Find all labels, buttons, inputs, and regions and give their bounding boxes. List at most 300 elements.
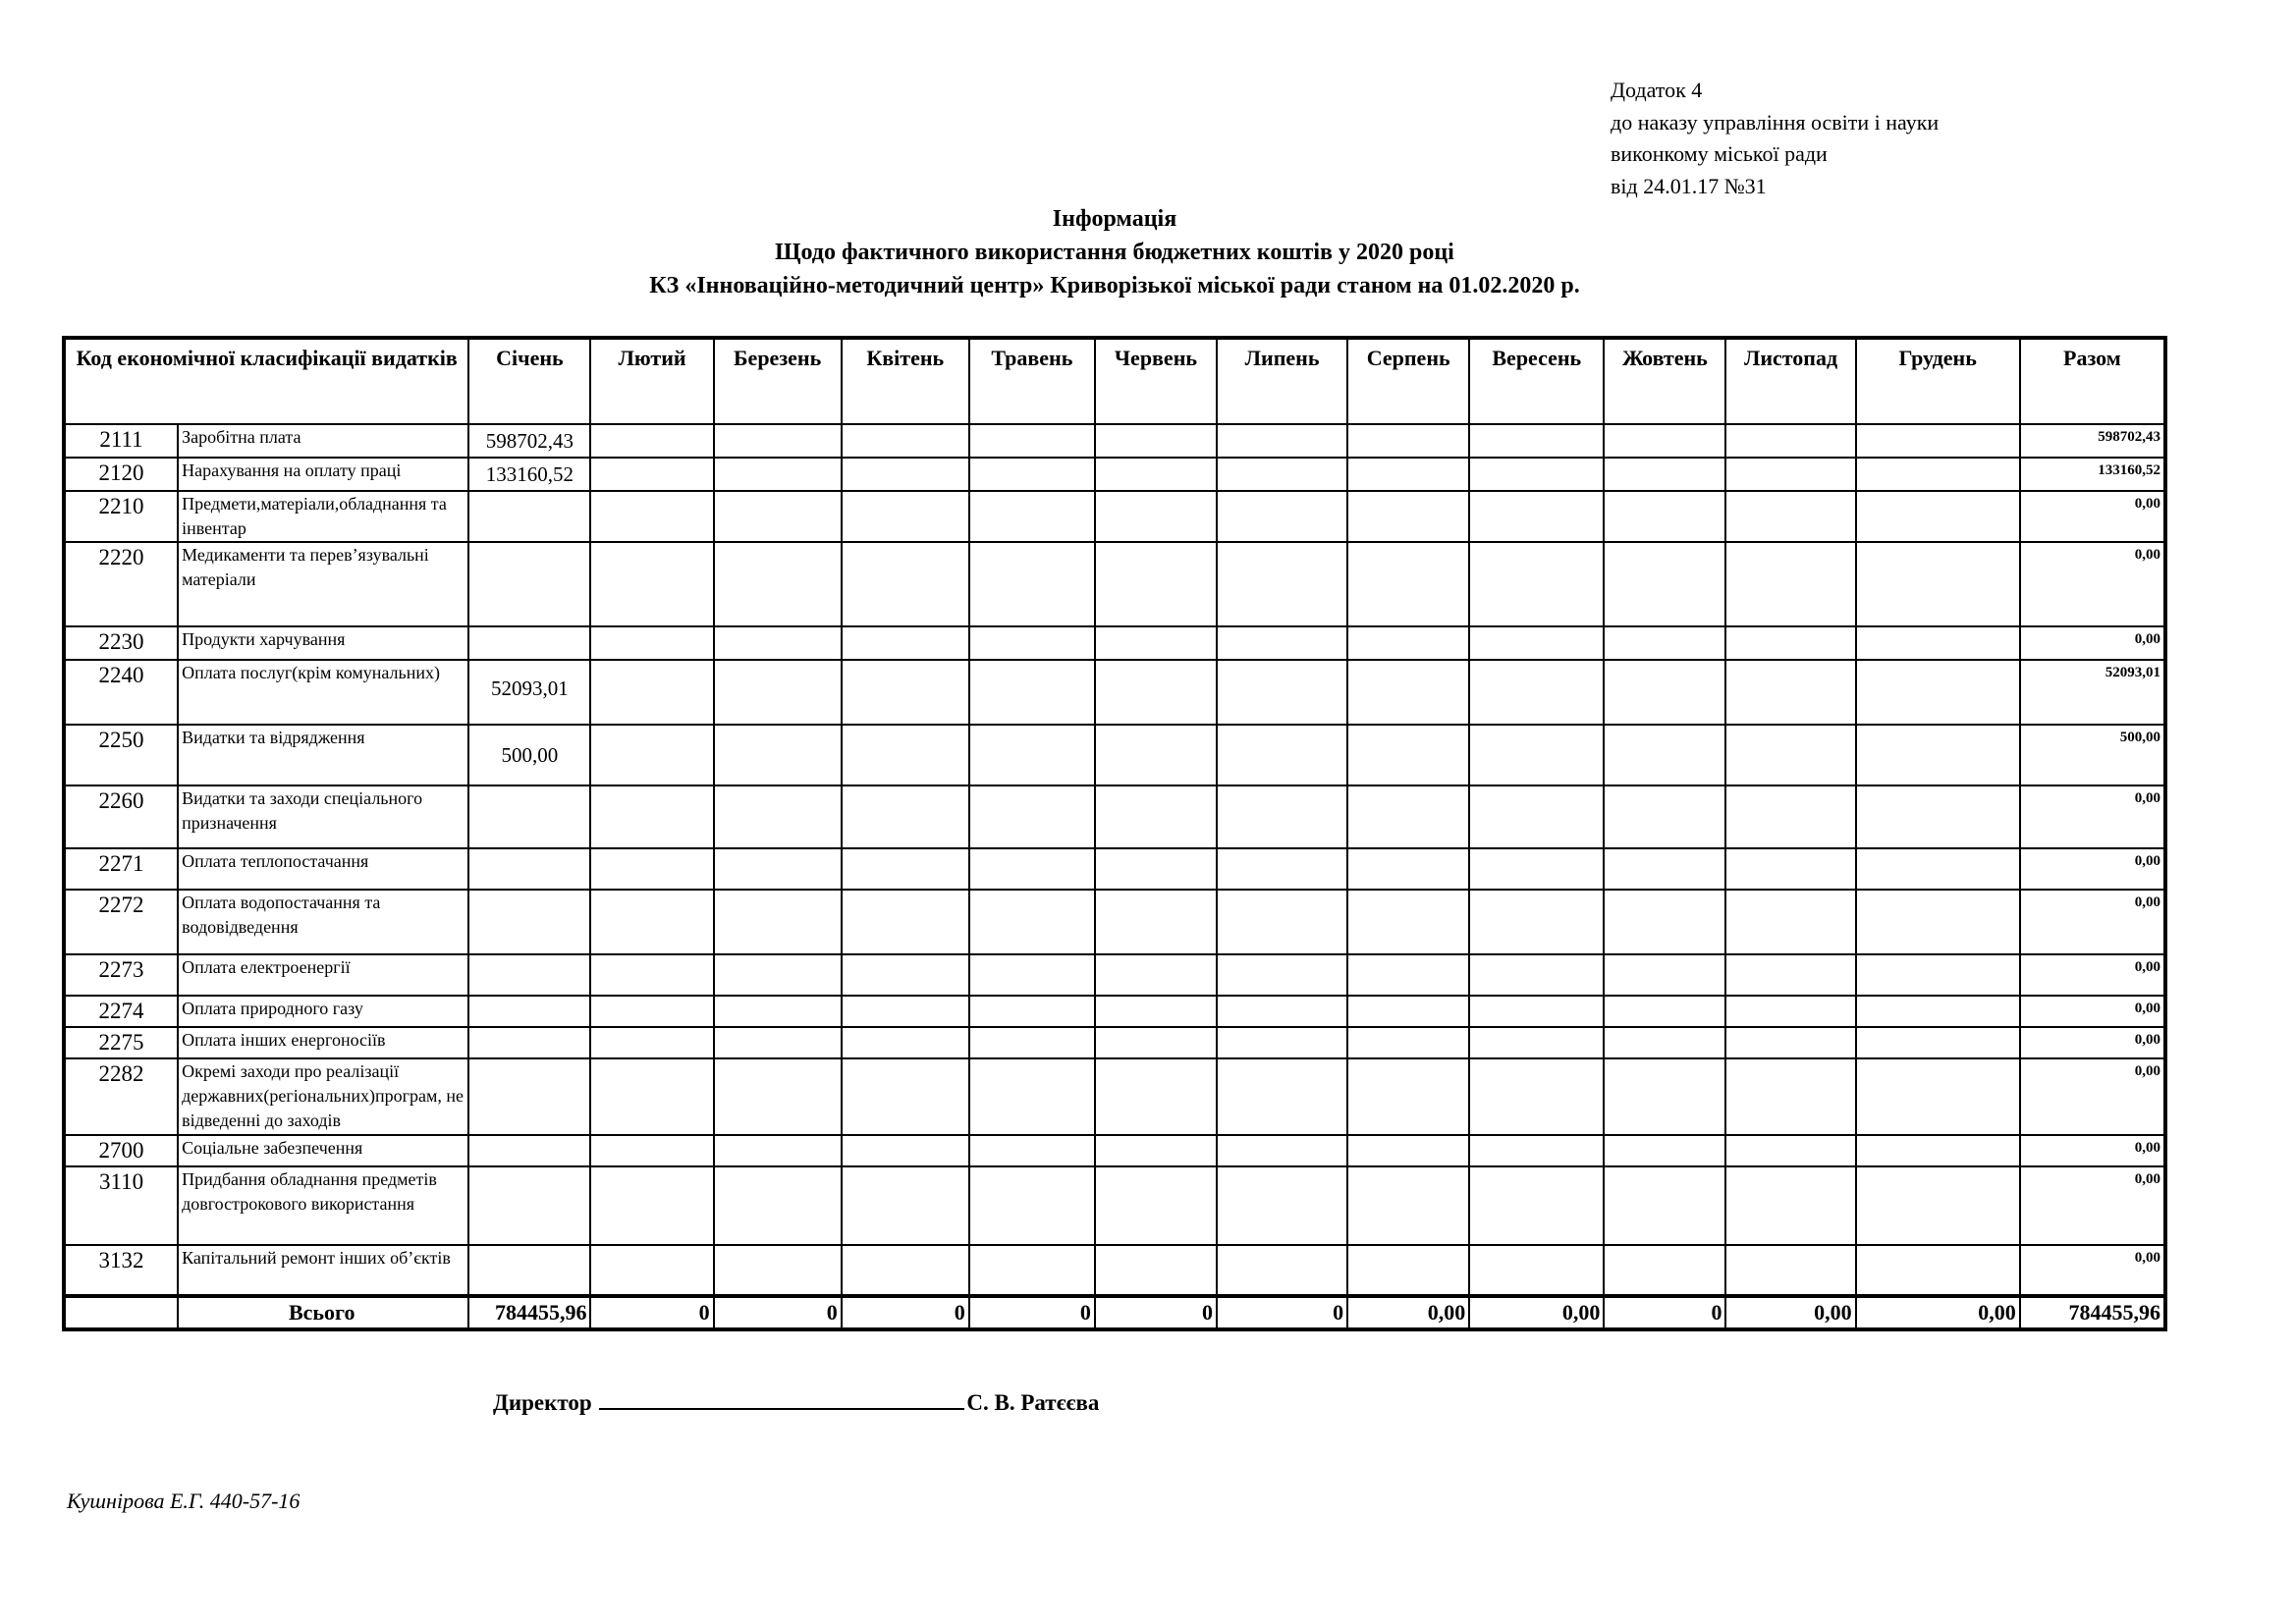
month-cell bbox=[1347, 542, 1469, 626]
month-cell bbox=[842, 1135, 969, 1166]
appendix-line: виконкому міської ради bbox=[1611, 141, 1828, 166]
month-cell bbox=[1604, 1135, 1725, 1166]
appendix-line: Додаток 4 bbox=[1611, 78, 1703, 102]
month-cell bbox=[1217, 996, 1347, 1027]
row-name: Оплата теплопостачання bbox=[178, 848, 468, 890]
row-code: 2271 bbox=[64, 848, 178, 890]
month-cell bbox=[1347, 1245, 1469, 1296]
month-cell bbox=[842, 1058, 969, 1135]
january-value bbox=[469, 786, 589, 790]
january-value bbox=[469, 849, 589, 853]
month-cell bbox=[1604, 890, 1725, 954]
row-january bbox=[468, 785, 590, 848]
title-line: Інформація bbox=[1052, 206, 1177, 232]
title-line: КЗ «Інноваційно-методичний центр» Криворізької міської ради станом на 01.02.2020 р. bbox=[649, 273, 1580, 298]
month-cell bbox=[1856, 458, 2020, 491]
sum-cell: 0 bbox=[1217, 1296, 1347, 1329]
month-cell bbox=[714, 1166, 842, 1245]
row-total: 0,00 bbox=[2020, 890, 2165, 954]
sum-cell: 0,00 bbox=[1469, 1296, 1604, 1329]
row-january bbox=[468, 725, 590, 785]
month-cell bbox=[969, 954, 1095, 996]
month-cell bbox=[1604, 626, 1725, 660]
january-value bbox=[469, 1136, 589, 1140]
month-cell bbox=[1095, 1027, 1217, 1058]
month-cell bbox=[590, 458, 713, 491]
month-cell bbox=[590, 785, 713, 848]
row-code: 3110 bbox=[64, 1166, 178, 1245]
table-header bbox=[64, 338, 2165, 424]
table-row bbox=[64, 1135, 2165, 1166]
month-cell bbox=[969, 424, 1095, 458]
table-row bbox=[64, 660, 2165, 725]
title-line: Щодо фактичного використання бюджетних коштів у 2020 році bbox=[775, 240, 1454, 265]
sum-cell: 0 bbox=[969, 1296, 1095, 1329]
month-cell bbox=[969, 996, 1095, 1027]
row-name: Придбання обладнання предметів довгострокового використання bbox=[178, 1166, 468, 1245]
month-cell bbox=[1347, 458, 1469, 491]
header-month: Січень bbox=[468, 338, 590, 424]
month-cell bbox=[1604, 1027, 1725, 1058]
month-cell bbox=[1347, 626, 1469, 660]
header-total: Разом bbox=[2020, 338, 2165, 424]
month-cell bbox=[590, 1135, 713, 1166]
january-value bbox=[469, 627, 589, 631]
table-row bbox=[64, 491, 2165, 542]
executor-contact: Кушнірова Е.Г. 440-57-16 bbox=[67, 1489, 301, 1513]
january-value: 133160,52 bbox=[485, 462, 574, 486]
month-cell bbox=[969, 1058, 1095, 1135]
month-cell bbox=[1725, 996, 1855, 1027]
january-value bbox=[469, 1246, 589, 1250]
row-total: 52093,01 bbox=[2020, 660, 2165, 725]
month-cell bbox=[590, 848, 713, 890]
month-cell bbox=[842, 491, 969, 542]
month-cell bbox=[590, 1245, 713, 1296]
month-cell bbox=[1347, 1166, 1469, 1245]
month-cell bbox=[1604, 996, 1725, 1027]
month-cell bbox=[969, 458, 1095, 491]
row-total: 0,00 bbox=[2020, 1058, 2165, 1135]
month-cell bbox=[590, 1027, 713, 1058]
month-cell bbox=[1217, 424, 1347, 458]
month-cell bbox=[1856, 785, 2020, 848]
month-cell bbox=[1725, 458, 1855, 491]
month-cell bbox=[590, 660, 713, 725]
month-cell bbox=[969, 626, 1095, 660]
month-cell bbox=[1469, 542, 1604, 626]
row-january bbox=[468, 1166, 590, 1245]
month-cell bbox=[714, 1135, 842, 1166]
row-name: Окремі заходи про реалізації державних(регіональних)програм, не відведенні до заходів bbox=[178, 1058, 468, 1135]
month-cell bbox=[1604, 954, 1725, 996]
month-cell bbox=[1469, 491, 1604, 542]
month-cell bbox=[1469, 785, 1604, 848]
header-code: Код економічної класифікації видатків bbox=[64, 338, 468, 424]
month-cell bbox=[1469, 890, 1604, 954]
row-code: 2282 bbox=[64, 1058, 178, 1135]
month-cell bbox=[1217, 626, 1347, 660]
month-cell bbox=[714, 626, 842, 660]
month-cell bbox=[969, 848, 1095, 890]
month-cell bbox=[590, 491, 713, 542]
month-cell bbox=[1217, 542, 1347, 626]
month-cell bbox=[1604, 785, 1725, 848]
row-january bbox=[468, 996, 590, 1027]
sum-cell: 784455,96 bbox=[468, 1296, 590, 1329]
month-cell bbox=[842, 542, 969, 626]
row-january bbox=[468, 458, 590, 491]
row-name: Оплата послуг(крім комунальних) bbox=[178, 660, 468, 725]
header-month: Грудень bbox=[1856, 338, 2020, 424]
month-cell bbox=[1095, 890, 1217, 954]
month-cell bbox=[714, 954, 842, 996]
month-cell bbox=[1217, 890, 1347, 954]
month-cell bbox=[969, 542, 1095, 626]
table-footer bbox=[64, 1296, 2165, 1329]
row-total: 0,00 bbox=[2020, 848, 2165, 890]
month-cell bbox=[1604, 542, 1725, 626]
month-cell bbox=[1725, 491, 1855, 542]
row-name: Оплата електроенергії bbox=[178, 954, 468, 996]
january-value bbox=[469, 955, 589, 959]
month-cell bbox=[1604, 848, 1725, 890]
month-cell bbox=[1347, 848, 1469, 890]
month-cell bbox=[1469, 1027, 1604, 1058]
sum-cell: 0 bbox=[590, 1296, 713, 1329]
table-row bbox=[64, 1245, 2165, 1296]
month-cell bbox=[1217, 848, 1347, 890]
row-code: 2273 bbox=[64, 954, 178, 996]
month-cell bbox=[1469, 1166, 1604, 1245]
appendix-line: до наказу управління освіти і науки bbox=[1611, 109, 1940, 135]
month-cell bbox=[1604, 1058, 1725, 1135]
row-name: Капітальний ремонт інших об’єктів bbox=[178, 1245, 468, 1296]
month-cell bbox=[1347, 725, 1469, 785]
month-cell bbox=[1725, 785, 1855, 848]
month-cell bbox=[1604, 424, 1725, 458]
month-cell bbox=[1856, 1245, 2020, 1296]
month-cell bbox=[842, 785, 969, 848]
month-cell bbox=[1217, 491, 1347, 542]
month-cell bbox=[1725, 1245, 1855, 1296]
table-row bbox=[64, 1166, 2165, 1245]
month-cell bbox=[842, 890, 969, 954]
row-name: Нарахування на оплату праці bbox=[178, 458, 468, 491]
month-cell bbox=[590, 542, 713, 626]
month-cell bbox=[1217, 1135, 1347, 1166]
sum-cell: 0,00 bbox=[1347, 1296, 1469, 1329]
month-cell bbox=[590, 626, 713, 660]
month-cell bbox=[714, 542, 842, 626]
row-january bbox=[468, 1135, 590, 1166]
january-value: 52093,01 bbox=[491, 677, 569, 700]
month-cell bbox=[1604, 1166, 1725, 1245]
month-cell bbox=[1856, 996, 2020, 1027]
month-cell bbox=[1095, 542, 1217, 626]
month-cell bbox=[1347, 424, 1469, 458]
month-cell bbox=[969, 660, 1095, 725]
month-cell bbox=[1095, 1135, 1217, 1166]
row-january bbox=[468, 848, 590, 890]
sum-total: 784455,96 bbox=[2020, 1296, 2165, 1329]
month-cell bbox=[590, 1058, 713, 1135]
month-cell bbox=[842, 424, 969, 458]
month-cell bbox=[842, 1245, 969, 1296]
month-cell bbox=[1856, 424, 2020, 458]
month-cell bbox=[842, 626, 969, 660]
month-cell bbox=[1469, 626, 1604, 660]
budget-table bbox=[62, 336, 2167, 1331]
row-code: 2274 bbox=[64, 996, 178, 1027]
month-cell bbox=[714, 785, 842, 848]
month-cell bbox=[714, 491, 842, 542]
month-cell bbox=[1095, 954, 1217, 996]
appendix-note bbox=[1611, 75, 1939, 202]
table-row bbox=[64, 954, 2165, 996]
table-row bbox=[64, 1027, 2165, 1058]
month-cell bbox=[1095, 458, 1217, 491]
sum-row bbox=[64, 1296, 2165, 1329]
row-name: Медикаменти та перев’язувальні матеріали bbox=[178, 542, 468, 626]
month-cell bbox=[1469, 424, 1604, 458]
signature-role: Директор bbox=[493, 1390, 592, 1415]
month-cell bbox=[1469, 954, 1604, 996]
row-total: 0,00 bbox=[2020, 1166, 2165, 1245]
month-cell bbox=[1469, 725, 1604, 785]
row-total: 500,00 bbox=[2020, 725, 2165, 785]
row-code: 3132 bbox=[64, 1245, 178, 1296]
row-code: 2220 bbox=[64, 542, 178, 626]
row-code: 2260 bbox=[64, 785, 178, 848]
row-code: 2250 bbox=[64, 725, 178, 785]
month-cell bbox=[1217, 660, 1347, 725]
month-cell bbox=[1725, 660, 1855, 725]
month-cell bbox=[1856, 890, 2020, 954]
row-total: 133160,52 bbox=[2020, 458, 2165, 491]
month-cell bbox=[842, 725, 969, 785]
january-value: 598702,43 bbox=[485, 429, 574, 453]
table-row bbox=[64, 626, 2165, 660]
month-cell bbox=[1217, 725, 1347, 785]
month-cell bbox=[1095, 725, 1217, 785]
month-cell bbox=[714, 424, 842, 458]
row-name: Видатки та заходи спеціального призначення bbox=[178, 785, 468, 848]
table-body bbox=[64, 424, 2165, 1296]
month-cell bbox=[1347, 890, 1469, 954]
month-cell bbox=[714, 725, 842, 785]
header-month: Травень bbox=[969, 338, 1095, 424]
month-cell bbox=[1725, 1166, 1855, 1245]
signature-block bbox=[493, 1390, 1099, 1416]
month-cell bbox=[1347, 996, 1469, 1027]
month-cell bbox=[1217, 458, 1347, 491]
month-cell bbox=[1095, 1058, 1217, 1135]
month-cell bbox=[1095, 848, 1217, 890]
january-value bbox=[469, 543, 589, 547]
month-cell bbox=[714, 848, 842, 890]
sum-cell: 0 bbox=[842, 1296, 969, 1329]
sum-label: Всього bbox=[178, 1296, 468, 1329]
appendix-line: від 24.01.17 №31 bbox=[1611, 173, 1767, 198]
month-cell bbox=[1095, 491, 1217, 542]
month-cell bbox=[1725, 890, 1855, 954]
month-cell bbox=[1856, 660, 2020, 725]
january-value bbox=[469, 1059, 589, 1063]
month-cell bbox=[1095, 1166, 1217, 1245]
month-cell bbox=[590, 1166, 713, 1245]
month-cell bbox=[714, 1245, 842, 1296]
january-value bbox=[469, 997, 589, 1001]
month-cell bbox=[1347, 660, 1469, 725]
row-code: 2210 bbox=[64, 491, 178, 542]
row-total: 0,00 bbox=[2020, 996, 2165, 1027]
month-cell bbox=[590, 954, 713, 996]
month-cell bbox=[842, 1027, 969, 1058]
header-row bbox=[64, 338, 2165, 424]
month-cell bbox=[1095, 785, 1217, 848]
month-cell bbox=[1217, 1166, 1347, 1245]
month-cell bbox=[1856, 491, 2020, 542]
row-january bbox=[468, 660, 590, 725]
month-cell bbox=[1725, 1135, 1855, 1166]
month-cell bbox=[1469, 1058, 1604, 1135]
january-value bbox=[469, 1167, 589, 1171]
month-cell bbox=[1095, 626, 1217, 660]
month-cell bbox=[1856, 542, 2020, 626]
row-total: 0,00 bbox=[2020, 1027, 2165, 1058]
month-cell bbox=[842, 954, 969, 996]
table-row bbox=[64, 542, 2165, 626]
row-code: 2230 bbox=[64, 626, 178, 660]
month-cell bbox=[590, 996, 713, 1027]
month-cell bbox=[969, 725, 1095, 785]
row-code: 2120 bbox=[64, 458, 178, 491]
month-cell bbox=[842, 1166, 969, 1245]
row-january bbox=[468, 424, 590, 458]
month-cell bbox=[714, 458, 842, 491]
table-row bbox=[64, 458, 2165, 491]
month-cell bbox=[1217, 1245, 1347, 1296]
month-cell bbox=[1856, 1166, 2020, 1245]
month-cell bbox=[1856, 626, 2020, 660]
month-cell bbox=[1725, 1058, 1855, 1135]
month-cell bbox=[1856, 725, 2020, 785]
row-total: 0,00 bbox=[2020, 1245, 2165, 1296]
month-cell bbox=[1347, 491, 1469, 542]
row-name: Предмети,матеріали,обладнання та інвентар bbox=[178, 491, 468, 542]
row-name: Продукти харчування bbox=[178, 626, 468, 660]
month-cell bbox=[1856, 1058, 2020, 1135]
month-cell bbox=[1095, 996, 1217, 1027]
month-cell bbox=[1469, 458, 1604, 491]
table-row bbox=[64, 424, 2165, 458]
header-month: Листопад bbox=[1725, 338, 1855, 424]
month-cell bbox=[1725, 848, 1855, 890]
row-total: 0,00 bbox=[2020, 1135, 2165, 1166]
month-cell bbox=[714, 660, 842, 725]
row-name: Заробітна плата bbox=[178, 424, 468, 458]
row-total: 598702,43 bbox=[2020, 424, 2165, 458]
month-cell bbox=[1725, 1027, 1855, 1058]
row-name: Оплата природного газу bbox=[178, 996, 468, 1027]
month-cell bbox=[1347, 1135, 1469, 1166]
month-cell bbox=[1725, 954, 1855, 996]
month-cell bbox=[714, 1058, 842, 1135]
month-cell bbox=[842, 848, 969, 890]
month-cell bbox=[1604, 660, 1725, 725]
month-cell bbox=[1347, 1027, 1469, 1058]
document-title bbox=[0, 202, 2229, 302]
header-month: Вересень bbox=[1469, 338, 1604, 424]
month-cell bbox=[1217, 785, 1347, 848]
month-cell bbox=[590, 725, 713, 785]
month-cell bbox=[1095, 424, 1217, 458]
january-value bbox=[469, 891, 589, 894]
row-name: Соціальне забезпечення bbox=[178, 1135, 468, 1166]
sum-cell: 0 bbox=[1095, 1296, 1217, 1329]
month-cell bbox=[842, 458, 969, 491]
row-january bbox=[468, 954, 590, 996]
table-row bbox=[64, 848, 2165, 890]
month-cell bbox=[1856, 954, 2020, 996]
month-cell bbox=[1469, 996, 1604, 1027]
row-total: 0,00 bbox=[2020, 626, 2165, 660]
month-cell bbox=[1347, 1058, 1469, 1135]
row-january bbox=[468, 1027, 590, 1058]
header-month: Березень bbox=[714, 338, 842, 424]
january-value bbox=[469, 492, 589, 496]
signature-line bbox=[599, 1390, 964, 1410]
month-cell bbox=[1217, 1027, 1347, 1058]
month-cell bbox=[1604, 458, 1725, 491]
month-cell bbox=[842, 660, 969, 725]
month-cell bbox=[590, 890, 713, 954]
table-row bbox=[64, 725, 2165, 785]
table-row bbox=[64, 890, 2165, 954]
month-cell bbox=[1469, 660, 1604, 725]
header-month: Лютий bbox=[590, 338, 713, 424]
month-cell bbox=[1856, 1027, 2020, 1058]
row-january bbox=[468, 542, 590, 626]
month-cell bbox=[1604, 1245, 1725, 1296]
row-name: Видатки та відрядження bbox=[178, 725, 468, 785]
header-month: Жовтень bbox=[1604, 338, 1725, 424]
month-cell bbox=[1469, 1135, 1604, 1166]
month-cell bbox=[714, 1027, 842, 1058]
january-value: 500,00 bbox=[501, 743, 559, 767]
month-cell bbox=[1217, 954, 1347, 996]
month-cell bbox=[1725, 725, 1855, 785]
month-cell bbox=[969, 491, 1095, 542]
sum-empty-cell bbox=[64, 1296, 178, 1329]
month-cell bbox=[969, 890, 1095, 954]
row-code: 2272 bbox=[64, 890, 178, 954]
sum-cell: 0 bbox=[714, 1296, 842, 1329]
header-month: Серпень bbox=[1347, 338, 1469, 424]
signature-name: С. В. Ратєєва bbox=[966, 1390, 1100, 1415]
month-cell bbox=[1469, 1245, 1604, 1296]
sum-cell: 0 bbox=[1604, 1296, 1725, 1329]
row-total: 0,00 bbox=[2020, 542, 2165, 626]
row-january bbox=[468, 1245, 590, 1296]
month-cell bbox=[590, 424, 713, 458]
month-cell bbox=[1856, 1135, 2020, 1166]
row-january bbox=[468, 890, 590, 954]
january-value bbox=[469, 1028, 589, 1032]
table-row bbox=[64, 785, 2165, 848]
row-name: Оплата водопостачання та водовідведення bbox=[178, 890, 468, 954]
